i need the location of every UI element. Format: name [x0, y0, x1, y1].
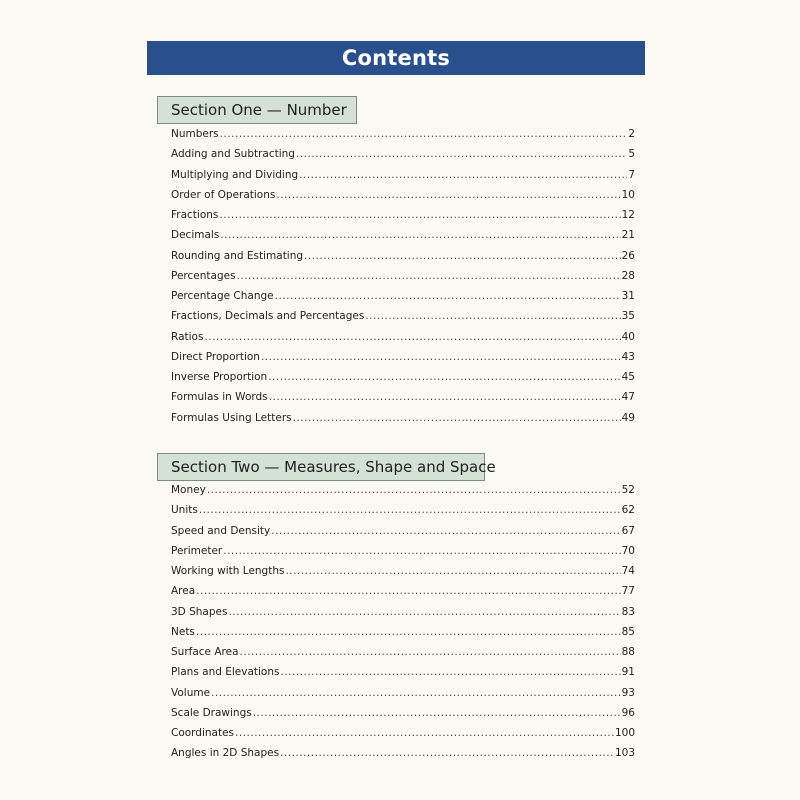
toc-entry[interactable]: [171, 331, 635, 351]
toc-entry-page-number: 43: [621, 350, 635, 363]
toc-entry-title: Percentage Change: [171, 290, 274, 302]
section-one-toc: [171, 128, 635, 432]
toc-entry[interactable]: [171, 687, 635, 707]
dot-leader: [204, 331, 620, 343]
toc-entry-title: Surface Area: [171, 646, 239, 658]
toc-entry[interactable]: [171, 270, 635, 290]
toc-entry-title: Multiplying and Dividing: [171, 168, 299, 181]
toc-entry[interactable]: [171, 707, 635, 727]
dot-leader: [196, 585, 620, 597]
section-two-toc: [171, 484, 635, 768]
dot-leader: [269, 391, 621, 403]
toc-entry-title: Area: [171, 585, 196, 598]
toc-entry-title: Units: [171, 504, 198, 517]
toc-entry[interactable]: [171, 189, 635, 209]
toc-entry-page-number: 67: [621, 524, 635, 537]
toc-entry-title: Numbers: [171, 128, 219, 140]
toc-entry[interactable]: [171, 626, 635, 646]
toc-entry-title: Formulas Using Letters: [171, 411, 292, 424]
toc-entry-title: 3D Shapes: [171, 605, 228, 618]
toc-entry-title: Formulas in Words: [171, 391, 268, 404]
dot-leader: [285, 565, 620, 577]
dot-leader: [293, 412, 621, 424]
page-title: Contents: [147, 41, 645, 75]
toc-entry[interactable]: [171, 606, 635, 626]
toc-entry[interactable]: [171, 666, 635, 686]
toc-entry-title: Decimals: [171, 229, 220, 242]
dot-leader: [280, 747, 614, 759]
toc-entry-page-number: 26: [621, 249, 635, 262]
toc-entry[interactable]: [171, 391, 635, 411]
toc-entry-title: Angles in 2D Shapes: [171, 747, 280, 760]
toc-entry[interactable]: [171, 148, 635, 168]
toc-entry-title: Rounding and Estimating: [171, 249, 304, 262]
toc-entry[interactable]: [171, 565, 635, 585]
toc-entry-page-number: 28: [621, 269, 635, 282]
toc-entry[interactable]: [171, 412, 635, 432]
dot-leader: [223, 545, 620, 557]
toc-entry-page-number: 49: [621, 411, 635, 424]
toc-entry-title: Adding and Subtracting: [171, 148, 295, 161]
dot-leader: [268, 371, 620, 383]
toc-entry-page-number: 70: [621, 544, 635, 557]
toc-entry[interactable]: [171, 169, 635, 189]
toc-entry[interactable]: [171, 727, 635, 747]
toc-entry-page-number: 83: [621, 605, 635, 618]
toc-entry[interactable]: [171, 525, 635, 545]
toc-entry-page-number: 5: [628, 148, 635, 161]
toc-entry[interactable]: [171, 128, 635, 148]
toc-entry-title: Order of Operations: [171, 188, 276, 201]
toc-entry-page-number: 100: [614, 727, 635, 739]
toc-entry-page-number: 74: [621, 565, 635, 577]
toc-entry-page-number: 62: [621, 504, 635, 517]
toc-entry-title: Coordinates: [171, 727, 235, 739]
toc-entry-title: Speed and Density: [171, 524, 271, 537]
section-two-heading: Section Two — Measures, Shape and Space: [157, 453, 485, 481]
dot-leader: [296, 148, 627, 160]
dot-leader: [299, 169, 627, 181]
toc-entry[interactable]: [171, 545, 635, 565]
toc-entry[interactable]: [171, 585, 635, 605]
toc-entry-title: Fractions, Decimals and Percentages: [171, 310, 365, 323]
toc-entry-page-number: 40: [621, 330, 635, 343]
toc-entry-title: Nets: [171, 625, 195, 638]
toc-entry-page-number: 88: [621, 646, 635, 658]
toc-entry[interactable]: [171, 351, 635, 371]
toc-entry-page-number: 35: [621, 310, 635, 323]
dot-leader: [271, 525, 620, 537]
dot-leader: [276, 189, 620, 201]
toc-entry-page-number: 2: [628, 128, 635, 140]
toc-entry-page-number: 45: [621, 371, 635, 383]
dot-leader: [275, 290, 621, 302]
toc-entry[interactable]: [171, 250, 635, 270]
dot-leader: [261, 351, 621, 363]
toc-entry-title: Scale Drawings: [171, 706, 252, 719]
section-one-heading: Section One — Number: [157, 96, 357, 124]
dot-leader: [280, 666, 620, 678]
toc-entry-page-number: 103: [614, 747, 635, 760]
toc-entry-page-number: 93: [621, 686, 635, 699]
toc-entry-page-number: 91: [621, 666, 635, 679]
toc-entry[interactable]: [171, 747, 635, 767]
dot-leader: [196, 626, 621, 638]
dot-leader: [220, 128, 628, 140]
toc-entry[interactable]: [171, 229, 635, 249]
toc-entry-page-number: 7: [628, 168, 635, 181]
toc-entry[interactable]: [171, 310, 635, 330]
toc-entry-page-number: 31: [621, 290, 635, 302]
dot-leader: [253, 707, 621, 719]
toc-entry-title: Perimeter: [171, 544, 223, 557]
toc-entry[interactable]: [171, 646, 635, 666]
toc-entry[interactable]: [171, 484, 635, 504]
toc-entry-title: Money: [171, 484, 206, 496]
dot-leader: [199, 504, 621, 516]
dot-leader: [237, 270, 621, 282]
dot-leader: [207, 484, 621, 496]
dot-leader: [219, 209, 620, 221]
dot-leader: [220, 229, 620, 241]
toc-entry-page-number: 52: [621, 484, 635, 496]
toc-entry-title: Direct Proportion: [171, 350, 260, 363]
dot-leader: [235, 727, 614, 739]
toc-entry-page-number: 21: [621, 229, 635, 242]
toc-entry[interactable]: [171, 290, 635, 310]
dot-leader: [240, 646, 621, 658]
dot-leader: [211, 687, 621, 699]
toc-entry-page-number: 10: [621, 188, 635, 201]
toc-entry-page-number: 96: [621, 706, 635, 719]
toc-entry-title: Percentages: [171, 269, 236, 282]
dot-leader: [365, 310, 620, 322]
toc-entry-page-number: 12: [621, 209, 635, 221]
toc-entry-title: Fractions: [171, 209, 219, 221]
toc-entry-page-number: 47: [621, 391, 635, 404]
toc-entry-title: Inverse Proportion: [171, 371, 268, 383]
toc-entry-page-number: 77: [621, 585, 635, 598]
toc-entry-title: Ratios: [171, 330, 204, 343]
toc-entry[interactable]: [171, 209, 635, 229]
toc-entry-title: Working with Lengths: [171, 565, 285, 577]
toc-entry[interactable]: [171, 371, 635, 391]
toc-entry-title: Plans and Elevations: [171, 666, 280, 679]
toc-entry-title: Volume: [171, 686, 211, 699]
toc-entry[interactable]: [171, 504, 635, 524]
dot-leader: [304, 250, 621, 262]
toc-entry-page-number: 85: [621, 625, 635, 638]
dot-leader: [228, 606, 620, 618]
